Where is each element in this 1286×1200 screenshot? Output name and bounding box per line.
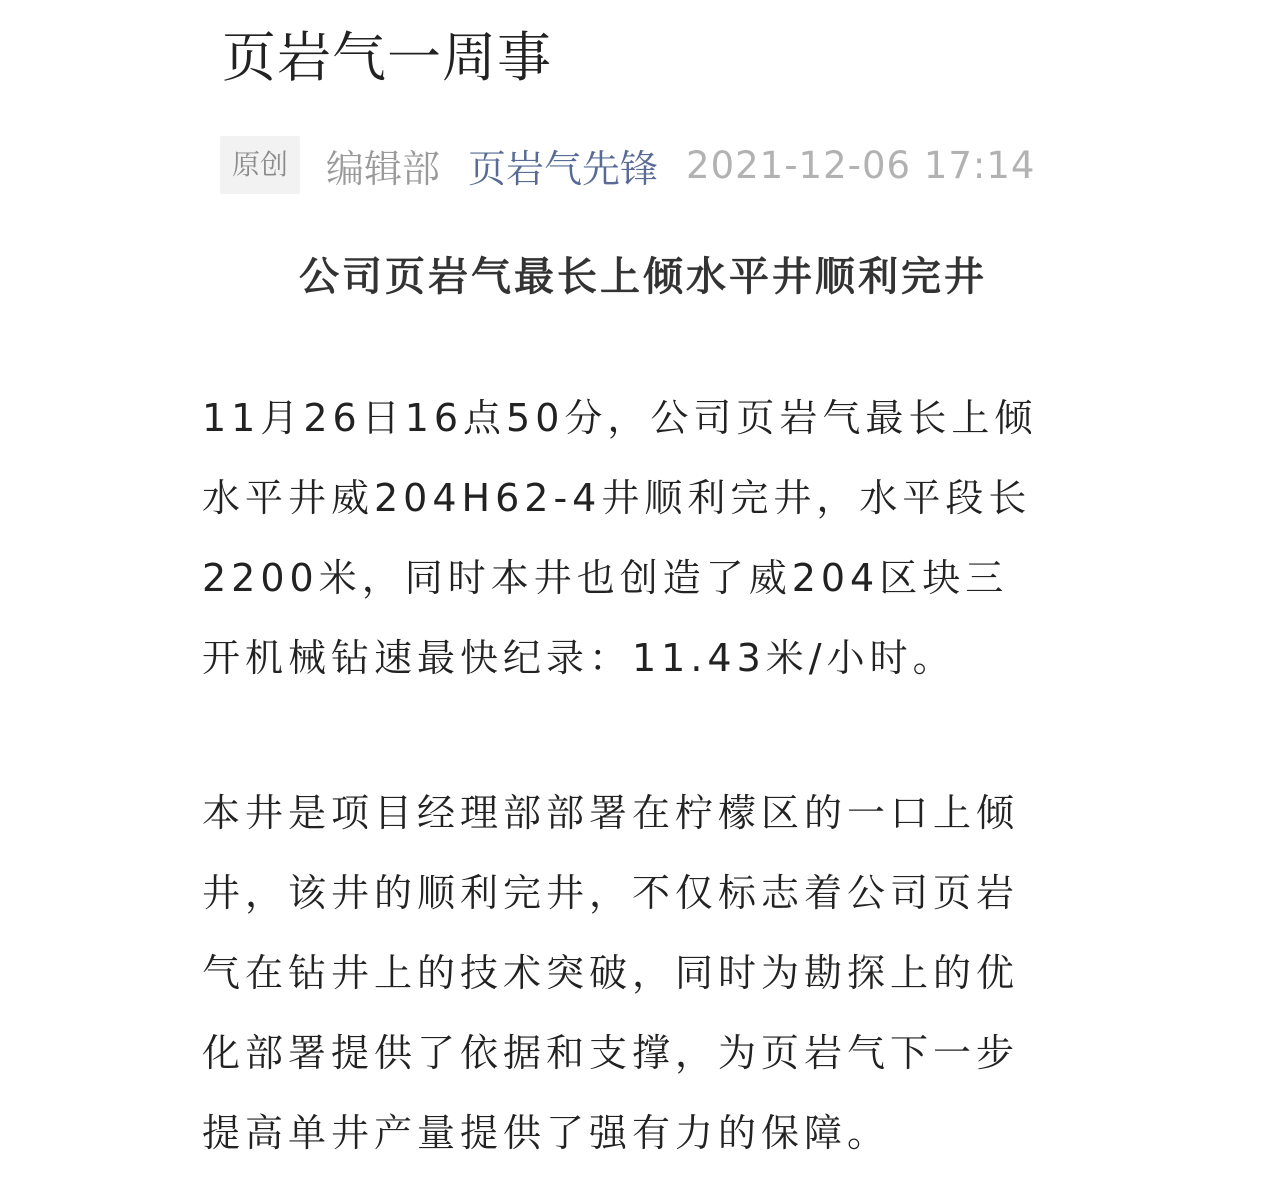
paragraph-line: 气在钻井上的技术突破，同时为勘探上的优 xyxy=(202,951,1020,995)
article-title: 页岩气一周事 xyxy=(222,26,552,89)
paragraph-line: 化部署提供了依据和支撑，为页岩气下一步 xyxy=(202,1031,1020,1075)
paragraph-line: 提高单井产量提供了强有力的保障。 xyxy=(202,1111,891,1155)
author-name: 编辑部 xyxy=(326,146,441,191)
paragraph-line: 本井是项目经理部部署在柠檬区的一口上倾 xyxy=(202,791,1020,835)
publish-datetime: 2021-12-06 17:14 xyxy=(686,143,1036,187)
original-badge: 原创 xyxy=(220,136,300,194)
paragraph-line: 开机械钻速最快纪录：11.43米/小时。 xyxy=(202,636,956,680)
paragraph-line: 井，该井的顺利完井，不仅标志着公司页岩 xyxy=(202,871,1020,915)
paragraph-line: 水平井威204H62-4井顺利完井，水平段长 xyxy=(202,476,1032,520)
account-name-link[interactable]: 页岩气先锋 xyxy=(468,146,659,191)
paragraph-line: 11月26日16点50分，公司页岩气最长上倾 xyxy=(202,396,1038,440)
paragraph-line: 2200米，同时本井也创造了威204区块三 xyxy=(202,556,1009,600)
paragraph-2 xyxy=(202,773,1062,1173)
article-headline: 公司页岩气最长上倾水平井顺利完井 xyxy=(299,254,987,300)
paragraph-1 xyxy=(202,378,1062,698)
article-meta xyxy=(220,136,1035,194)
